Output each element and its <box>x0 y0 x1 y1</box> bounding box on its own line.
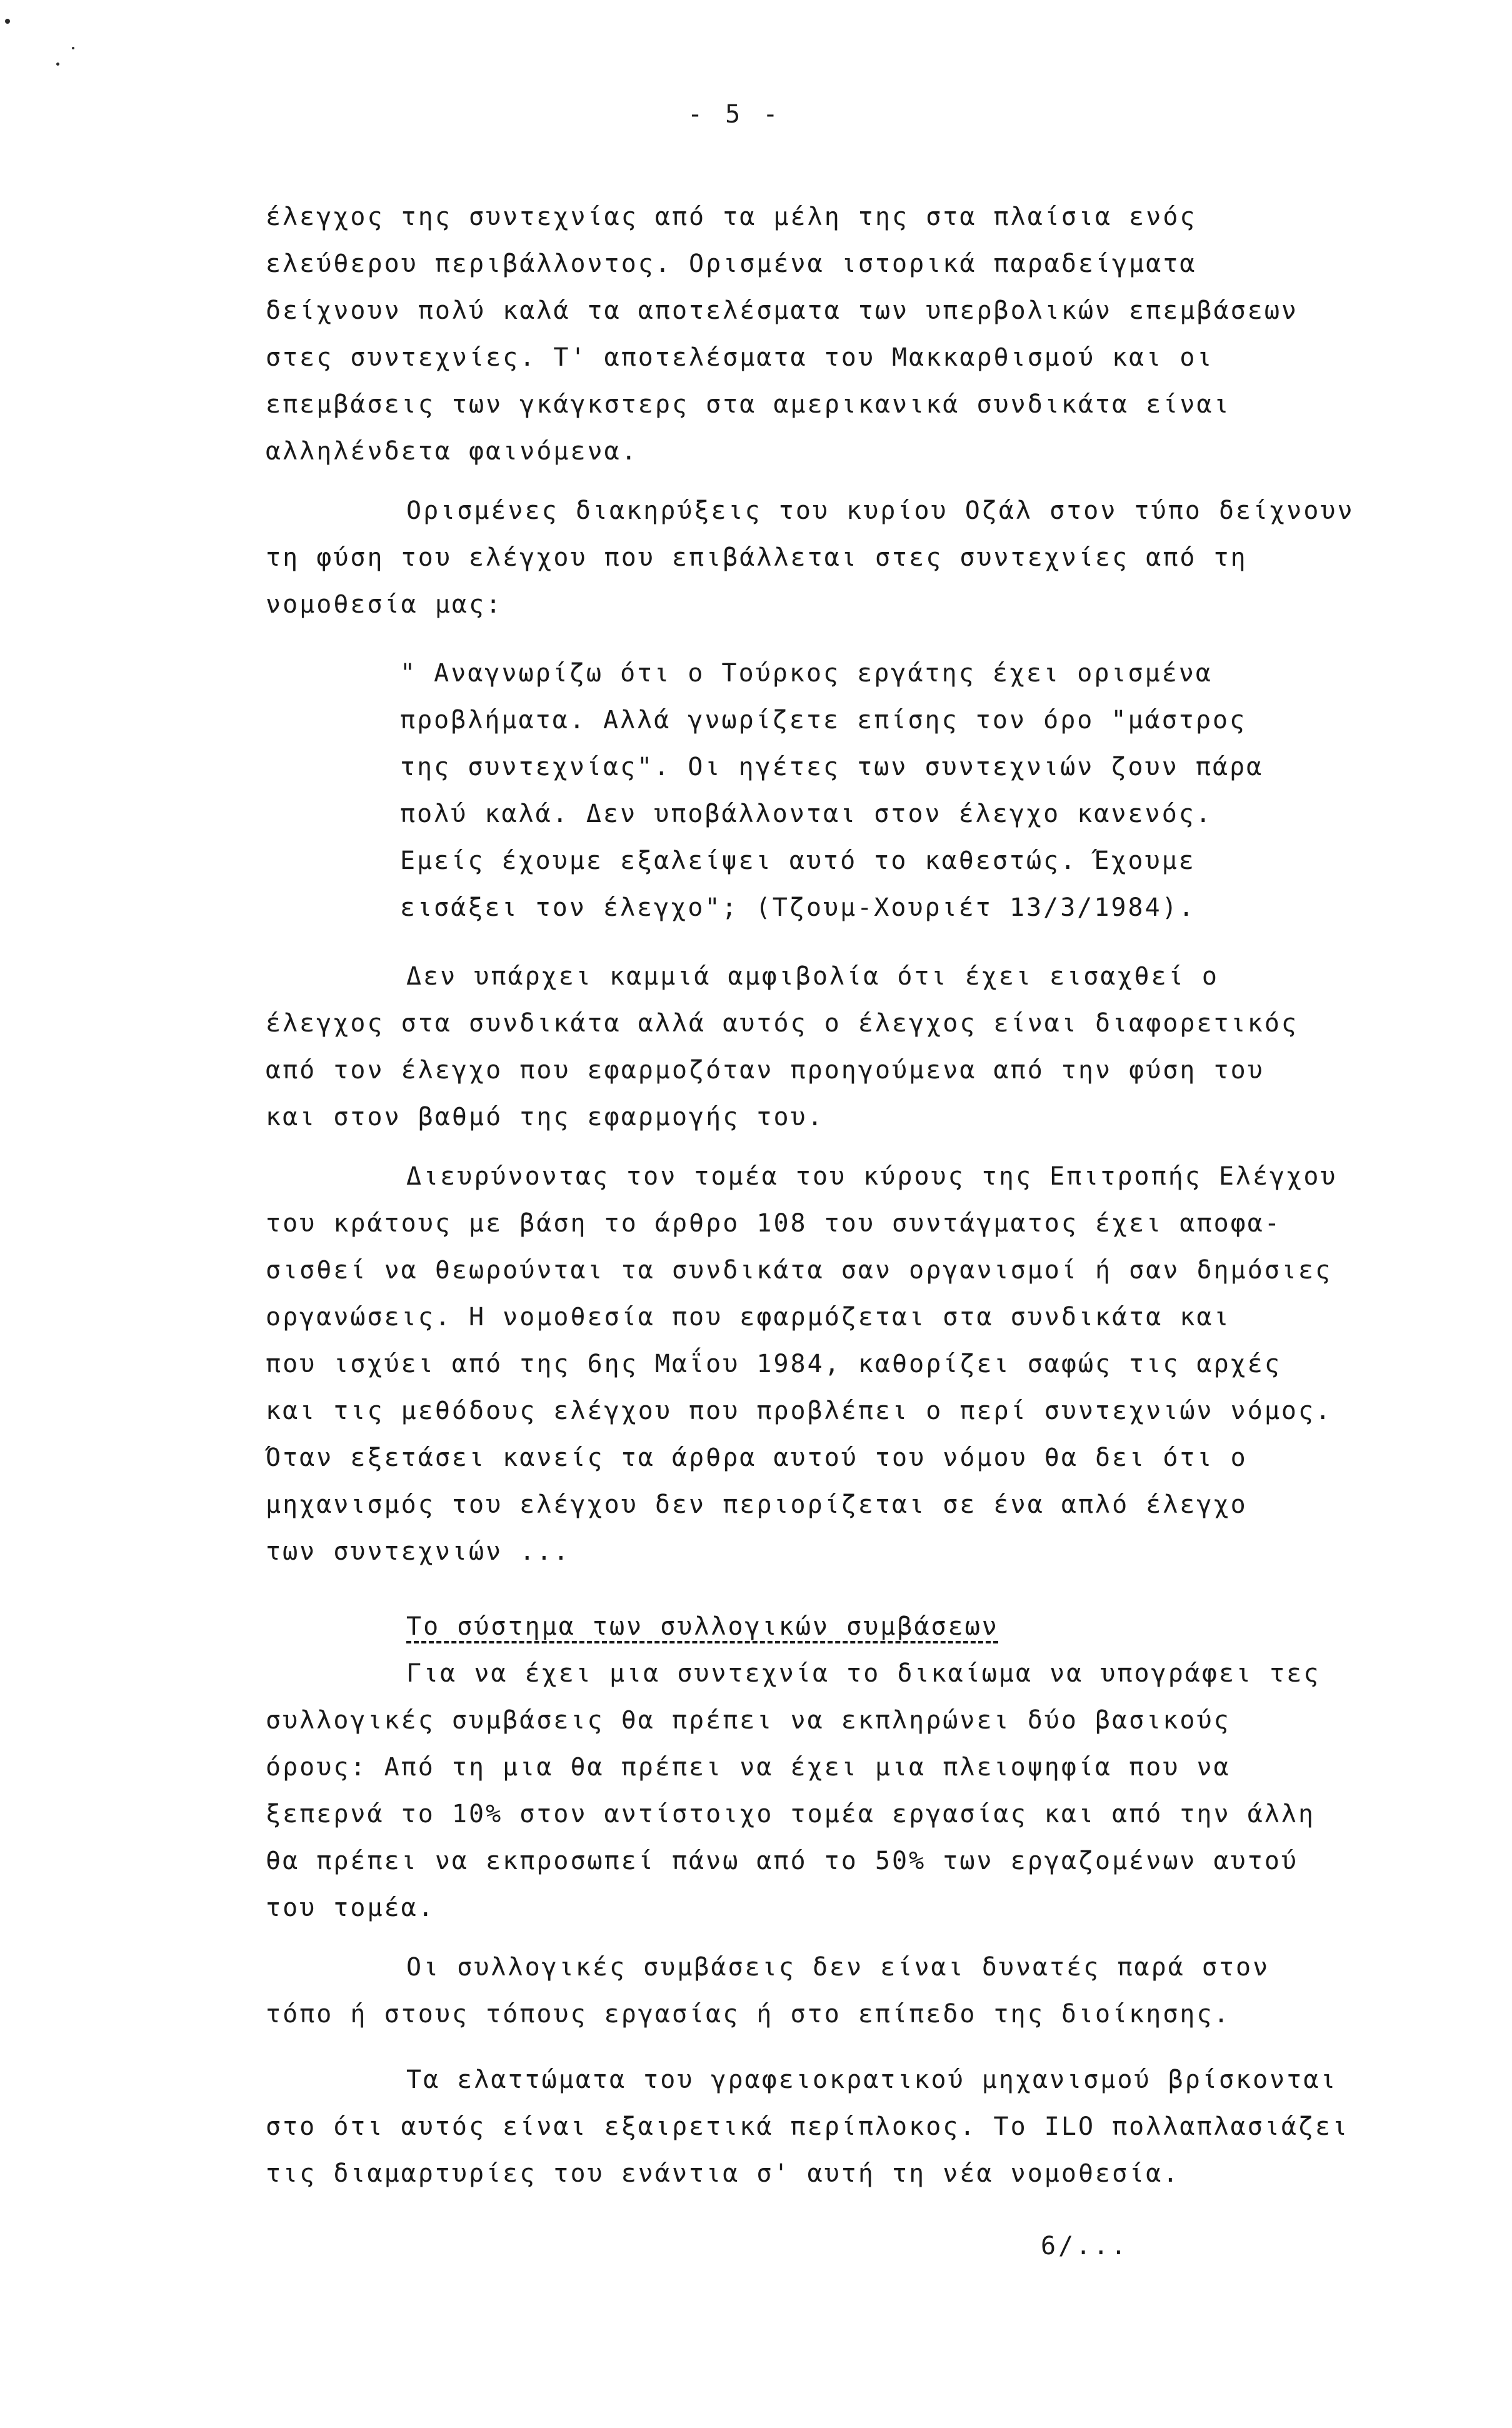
text-line: δείχνουν πολύ καλά τα αποτελέσματα των υπερβολικών επεμβάσεων <box>266 296 1299 325</box>
text-line: ξεπερνά το 10% στον αντίστοιχο τομέα εργασίας και από την άλλη <box>266 1800 1316 1829</box>
text-line: οργανώσεις. Η νομοθεσία που εφαρμόζεται στα συνδικάτα και <box>266 1303 1231 1332</box>
text-line: στες συντεχνίες. Τ' αποτελέσματα του Μακκαρθισμού και οι <box>266 343 1214 372</box>
text-line: στο ότι αυτός είναι εξαιρετικά περίπλοκος. Το ILO πολλαπλασιάζει <box>266 2112 1349 2141</box>
text-line: νομοθεσία μας: <box>266 590 503 619</box>
text-line: του τομέα. <box>266 1894 435 1922</box>
text-line: Δεν υπάρχει καμμιά αμφιβολία ότι έχει εισαχθεί ο <box>406 962 1219 991</box>
text-line: που ισχύει από της 6ης Μαΐου 1984, καθορίζει σαφώς τις αρχές <box>266 1350 1281 1378</box>
text-line: και στον βαθμό της εφαρμογής του. <box>266 1103 824 1131</box>
quote-line: προβλήματα. Αλλά γνωρίζετε επίσης τον όρο "μάστρος <box>400 706 1247 735</box>
text-line: μηχανισμός του ελέγχου δεν περιορίζεται σε ένα απλό έλεγχο <box>266 1490 1248 1519</box>
text-line: Όταν εξετάσει κανείς τα άρθρα αυτού του νόμου θα δει ότι ο <box>266 1443 1248 1472</box>
text-line: του κράτους με βάση το άρθρο 108 του συντάγματος έχει αποφα- <box>266 1209 1281 1238</box>
scan-speck <box>72 47 74 49</box>
scan-speck <box>5 19 10 24</box>
text-line: Διευρύνοντας τον τομέα του κύρους της Επιτροπής Ελέγχου <box>406 1162 1338 1191</box>
text-line: Τα ελαττώματα του γραφειοκρατικού μηχανισμού βρίσκονται <box>406 2065 1338 2094</box>
quotation <box>266 650 1472 931</box>
section-heading: Το σύστημα των συλλογικών συμβάσεων <box>406 1612 999 1641</box>
text-line: τις διαμαρτυρίες του ενάντια σ' αυτή τη νέα νομοθεσία. <box>266 2159 1180 2188</box>
text-line: όρους: Από τη μια θα πρέπει να έχει μια πλειοψηφία που να <box>266 1753 1231 1782</box>
text-line: τόπο ή στους τόπους εργασίας ή στο επίπεδο της διοίκησης. <box>266 2000 1231 2029</box>
quote-line: πολύ καλά. Δεν υποβάλλονται στον έλεγχο κανενός. <box>400 800 1213 828</box>
paragraph-6 <box>266 1944 1472 2038</box>
text-line: έλεγχος στα συνδικάτα αλλά αυτός ο έλεγχος είναι διαφορετικός <box>266 1009 1299 1038</box>
text-line: σισθεί να θεωρούνται τα συνδικάτα σαν οργανισμοί ή σαν δημόσιες <box>266 1256 1333 1285</box>
paragraph-1 <box>266 194 1472 475</box>
quote-line: Εμείς έχουμε εξαλείψει αυτό το καθεστώς. Έχουμε <box>400 846 1196 875</box>
text-line: Για να έχει μια συντεχνία το δικαίωμα να υπογράφει τες <box>406 1659 1321 1688</box>
text-line: θα πρέπει να εκπροσωπεί πάνω από το 50% των εργαζομένων αυτού <box>266 1847 1299 1875</box>
quote-line: της συντεχνίας". Οι ηγέτες των συντεχνιών ζουν πάρα <box>400 753 1264 781</box>
quote-line: " Αναγνωρίζω ότι ο Τούρκος εργάτης έχει ορισμένα <box>400 659 1213 688</box>
scan-speck <box>56 63 59 66</box>
text-line: και τις μεθόδους ελέγχου που προβλέπει ο περί συντεχνιών νόμος. <box>266 1397 1333 1425</box>
text-line: έλεγχος της συντεχνίας από τα μέλη της στα πλαίσια ενός <box>266 203 1197 231</box>
text-line: των συντεχνιών ... <box>266 1537 571 1566</box>
text-line: Οι συλλογικές συμβάσεις δεν είναι δυνατές παρά στον <box>406 1953 1270 1982</box>
text-line: αλληλένδετα φαινόμενα. <box>266 437 638 466</box>
quote-line: εισάξει τον έλεγχο"; (Τζουμ-Χουριέτ 13/3/1984). <box>400 893 1196 922</box>
paragraph-3 <box>266 953 1472 1141</box>
section-collective-agreements <box>266 1603 1472 1932</box>
text-line: επεμβάσεις των γκάγκστερς στα αμερικανικά συνδικάτα είναι <box>266 390 1231 419</box>
text-line: από τον έλεγχο που εφαρμοζόταν προηγούμενα από την φύση του <box>266 1056 1264 1085</box>
page-number: - 5 - <box>688 100 782 129</box>
text-line: Ορισμένες διακηρύξεις του κυρίου Οζάλ στον τύπο δείχνουν <box>406 496 1354 525</box>
text-line: ελεύθερου περιβάλλοντος. Ορισμένα ιστορικά παραδείγματα <box>266 249 1197 278</box>
text-line: τη φύση του ελέγχου που επιβάλλεται στες συντεχνίες από τη <box>266 543 1248 572</box>
paragraph-7 <box>266 2057 1472 2197</box>
paragraph-2 <box>266 488 1472 628</box>
paragraph-4 <box>266 1153 1472 1575</box>
continuation-marker: 6/... <box>1041 2232 1129 2260</box>
text-line: συλλογικές συμβάσεις θα πρέπει να εκπληρώνει δύο βασικούς <box>266 1706 1231 1735</box>
